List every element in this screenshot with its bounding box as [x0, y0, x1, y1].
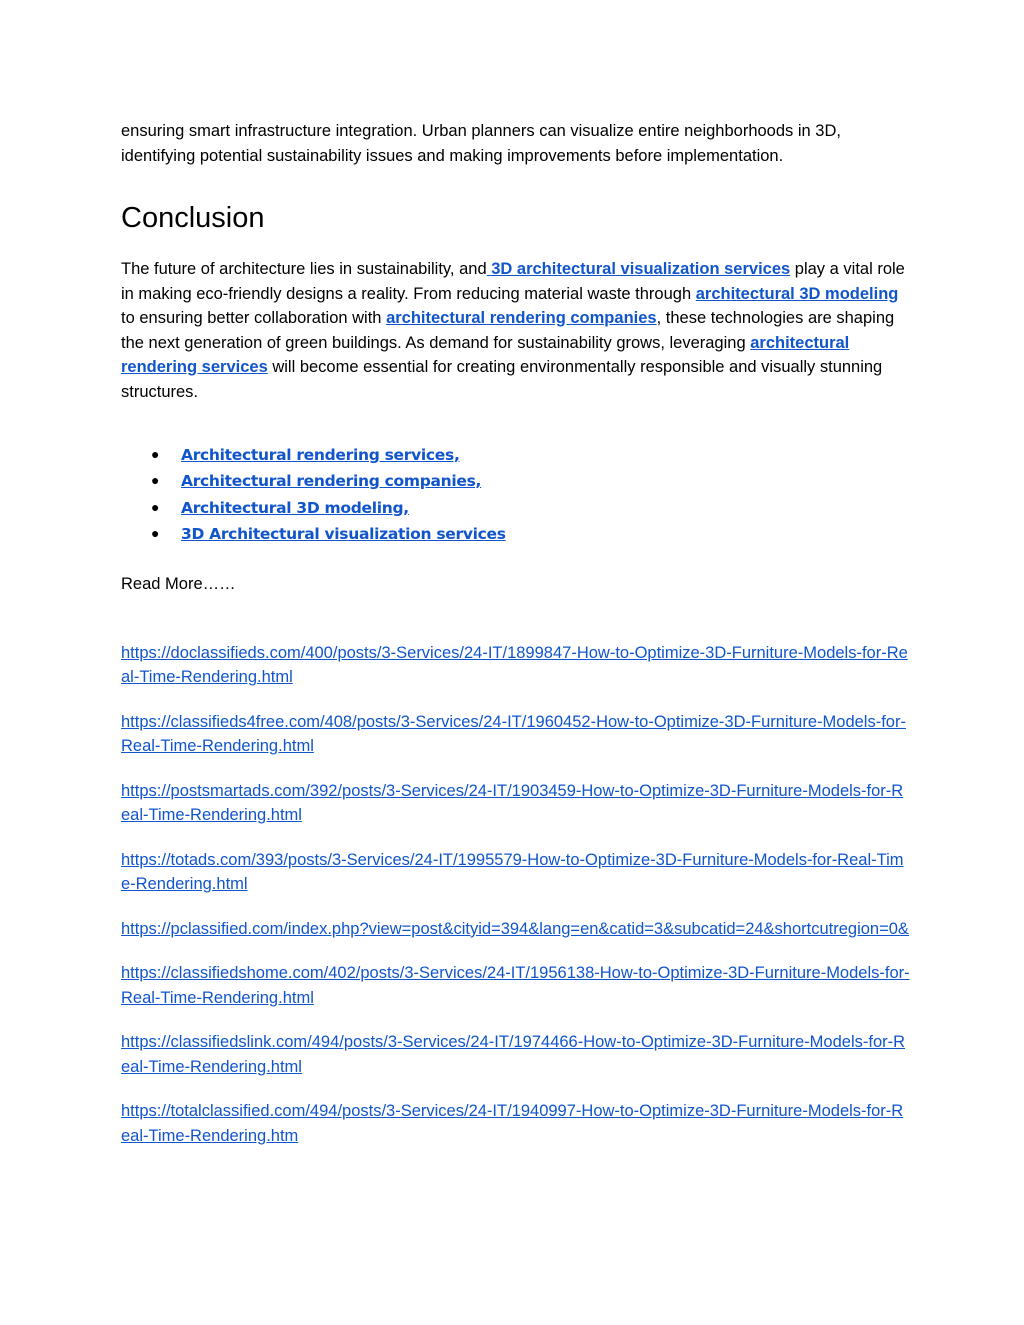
conclusion-text-3: to ensuring better collaboration with — [121, 309, 387, 327]
url-link-classifiedslink[interactable]: https://classifiedslink.com/494/posts/3-Services/24-IT/1974466-How-to-Optimize-3D-Furniture-Models-for-Real-Time-Rendering.html — [121, 1033, 906, 1076]
bullet-dot-icon: ● — [151, 524, 160, 541]
url-link-pclassified[interactable]: https://pclassified.com/index.php?view=post&cityid=394&lang=en&catid=3&subcatid=24&shortcutregion=0& — [121, 919, 909, 938]
bullet-dot-icon: ● — [151, 472, 160, 489]
url-link-list — [121, 641, 911, 1149]
list-item — [151, 442, 911, 468]
list-item — [121, 779, 911, 828]
conclusion-text-1: The future of architecture lies in sustainability, and — [121, 260, 487, 278]
list-item — [121, 641, 911, 690]
link-3d-visualization-services[interactable]: 3D architectural visualization services — [486, 260, 791, 278]
url-link-totalclassified[interactable]: https://totalclassified.com/494/posts/3-Services/24-IT/1940997-How-to-Optimize-3D-Furniture-Models-for-Real-Time-Rendering.htm — [121, 1102, 904, 1145]
link-architectural-rendering-services[interactable]: architectural rendering services — [121, 333, 850, 376]
link-architectural-3d-modeling[interactable]: architectural 3D modeling — [695, 284, 899, 303]
list-item — [121, 710, 911, 759]
url-link-doclassifieds[interactable]: https://doclassifieds.com/400/posts/3-Services/24-IT/1899847-How-to-Optimize-3D-Furniture-Models-for-Real-Time-Rendering.html — [121, 643, 908, 687]
url-link-classifieds4free[interactable]: https://classifieds4free.com/408/posts/3-Services/24-IT/1960452-How-to-Optimize-3D-Furniture-Models-for-Real-Time-Rendering.html — [121, 712, 906, 756]
url-link-classifiedshome[interactable]: https://classifiedshome.com/402/posts/3-Services/24-IT/1956138-How-to-Optimize-3D-Furniture-Models-for-Real-Time-Rendering.html — [121, 964, 910, 1007]
url-link-postsmartads[interactable]: https://postsmartads.com/392/posts/3-Services/24-IT/1903459-How-to-Optimize-3D-Furniture-Models-for-Real-Time-Rendering.html — [121, 781, 904, 825]
conclusion-text-2: play a vital role in making eco-friendly designs a reality. From reducing material waste through — [121, 260, 905, 303]
list-item — [151, 495, 911, 521]
list-item — [151, 468, 911, 494]
list-item — [121, 1030, 911, 1079]
conclusion-text-5: will become essential for creating environmentally responsible and visually stunning structures. — [121, 358, 883, 401]
list-item — [121, 1099, 911, 1148]
intro-paragraph: ensuring smart infrastructure integration. Urban planners can visualize entire neighborhoods in 3D, identifying potential sustainability issues and making improvements before implementation. — [121, 122, 841, 165]
list-item — [151, 521, 911, 547]
conclusion-paragraph — [121, 257, 911, 404]
bullet-link-3d-modeling[interactable]: Architectural 3D modeling, — [181, 498, 409, 517]
list-item — [121, 917, 911, 942]
bullet-link-visualization-services[interactable]: 3D Architectural visualization services — [181, 524, 506, 543]
url-link-totads[interactable]: https://totads.com/393/posts/3-Services/24-IT/1995579-How-to-Optimize-3D-Furniture-Models-for-Real-Time-Rendering.html — [121, 850, 904, 894]
bullet-link-rendering-services[interactable]: Architectural rendering services, — [181, 446, 460, 464]
keyword-bullet-list — [121, 442, 911, 547]
bullet-dot-icon: ● — [151, 446, 160, 462]
list-item — [121, 848, 911, 897]
bullet-link-rendering-companies[interactable]: Architectural rendering companies, — [181, 472, 482, 491]
conclusion-heading: Conclusion — [121, 202, 265, 234]
read-more-label: Read More…… — [121, 575, 236, 594]
bullet-dot-icon: ● — [151, 498, 160, 515]
link-architectural-rendering-companies[interactable]: architectural rendering companies — [386, 309, 657, 327]
document-page — [121, 119, 911, 1168]
list-item — [121, 961, 911, 1010]
conclusion-text-4: , these technologies are shaping the next generation of green buildings. As demand for sustainability grows, leveraging — [121, 309, 895, 352]
